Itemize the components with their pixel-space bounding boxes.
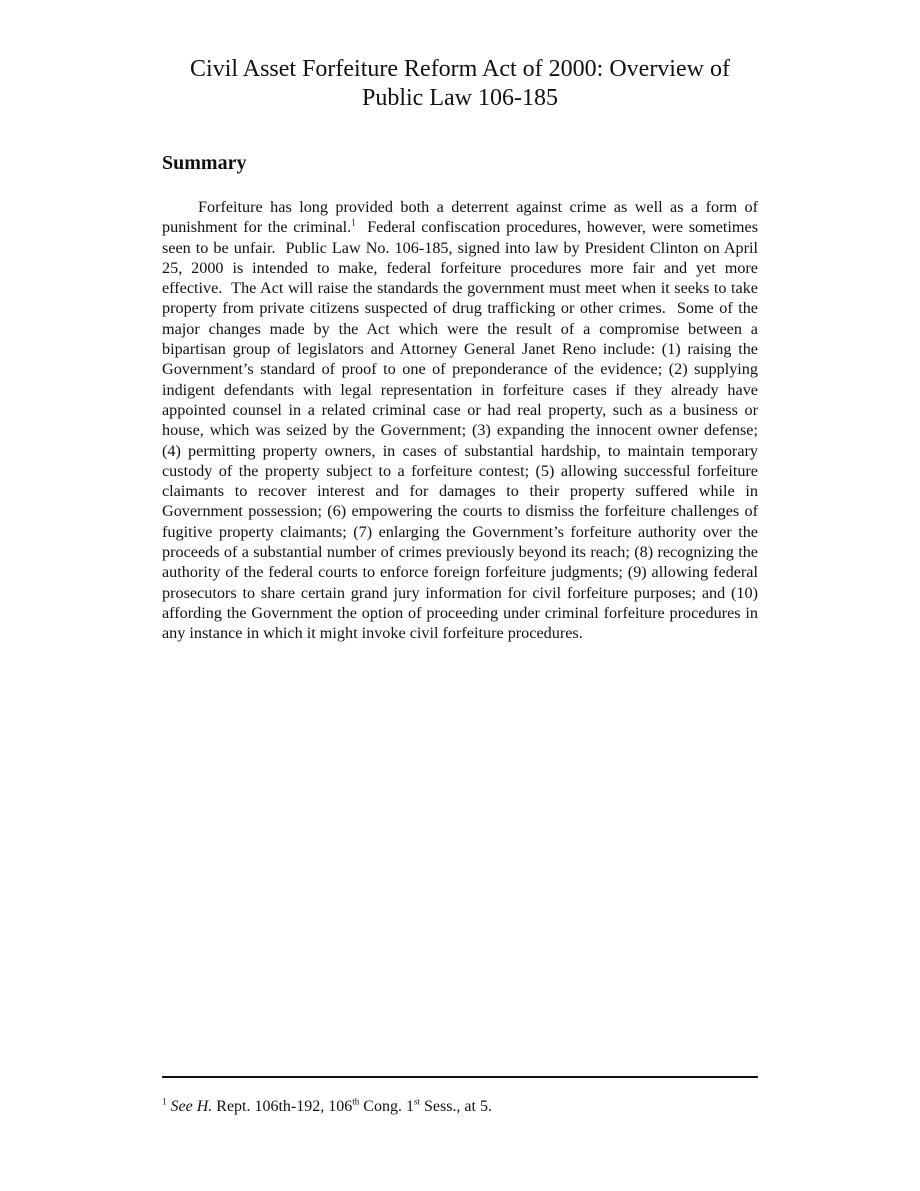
paragraph-text-part2: Federal confiscation procedures, however, were sometimes seen to be unfair. Public Law No. 106-185, signed into law by President Clinton on April 25, 2000 is intended to make, federal forfeiture procedures more fair and yet more effective. The Act will raise the standards the government must meet when it seeks to take property from private citizens suspected of drug trafficking or other crimes. Some of the major changes made by the Act which were the result of a compromise between a bipartisan group of legislators and Attorney General Janet Reno include: (1) raising the Government’s standard of proof to one of preponderance of the evidence; (2) supplying indigent defendants with legal representation in forfeiture cases if they already have appointed counsel in a related criminal case or had real property, such as a business or house, which was seized by the Government; (3) expanding the innocent owner defense; (4) permitting property owners, in cases of substantial hardship, to maintain temporary custody of the property subject to a forfeiture contest; (5) allowing successful forfeiture claimants to recover interest and for damages to their property suffered while in Government possession; (6) empowering the courts to dismiss the forfeiture challenges of fugitive property claimants; (7) enlarging the Government’s forfeiture authority over the proceeds of a substantial number of crimes previously beyond its reach; (8) recognizing the authority of the federal courts to enforce foreign forfeiture judgments; (9) allowing federal prosecutors to share certain grand jury information for civil forfeiture purposes; and (10) affording the Government the option of proceeding under criminal forfeiture procedures in any instance in which it might invoke civil forfeiture procedures. bbox=[162, 218, 763, 643]
footnote-see-citation: See H. bbox=[170, 1098, 213, 1115]
summary-paragraph bbox=[162, 197, 763, 644]
footnote-text-c: Sess., at 5. bbox=[419, 1098, 492, 1115]
footnote-text-a: Rept. 106th-192, 106 bbox=[212, 1098, 353, 1115]
footnote-divider bbox=[162, 1076, 758, 1078]
footnote-marker: 1 bbox=[162, 1096, 167, 1107]
footnote-text-b: Cong. 1 bbox=[359, 1098, 414, 1115]
footnote-ordinal-st: st bbox=[413, 1096, 420, 1107]
document-title: Civil Asset Forfeiture Reform Act of 2000: Overview of Public Law 106-185 bbox=[190, 56, 730, 111]
footnote-reference[interactable]: 1 bbox=[351, 217, 356, 228]
paragraph-text-part1: Forfeiture has long provided both a deterrent against crime as well as a form of punishment for the criminal. bbox=[162, 198, 758, 237]
section-heading-summary: Summary bbox=[162, 152, 247, 174]
footnote-ordinal-th: th bbox=[352, 1096, 360, 1107]
footnote-1 bbox=[162, 1097, 758, 1117]
